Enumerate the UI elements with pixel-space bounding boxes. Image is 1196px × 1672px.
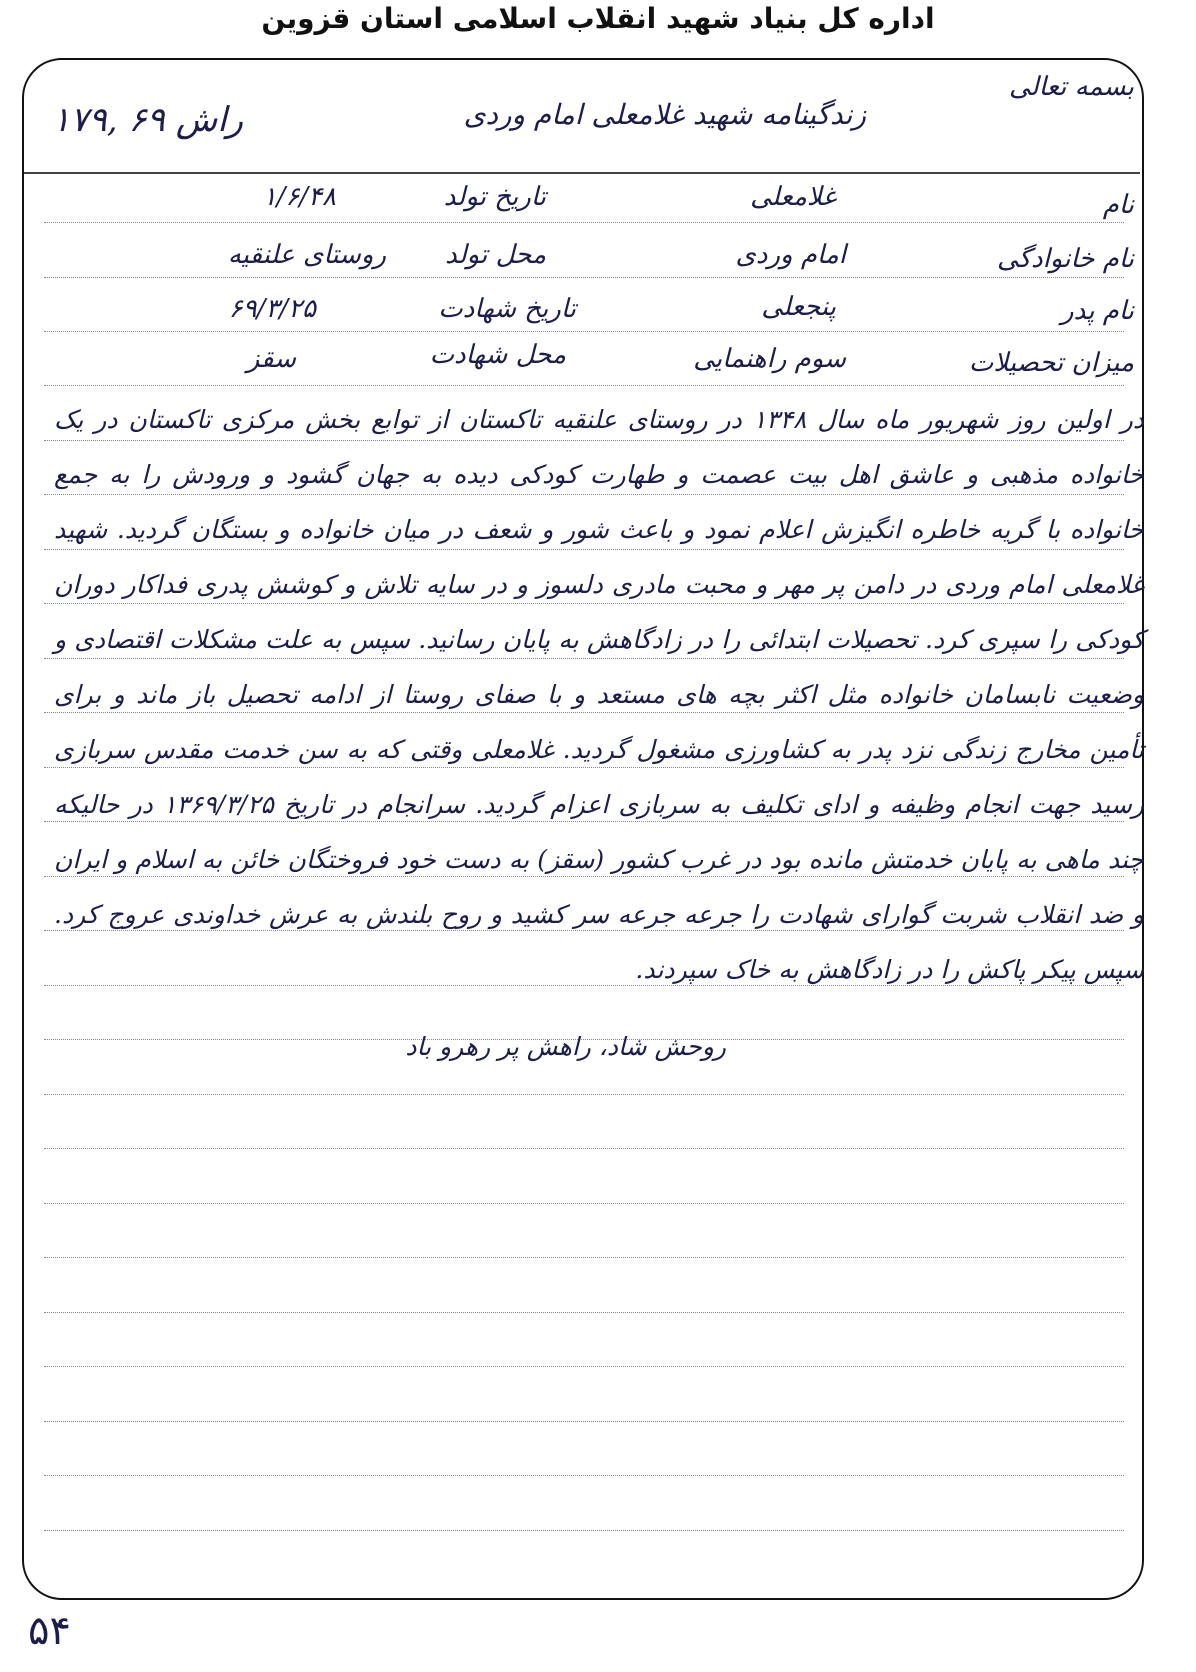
father-name-label: نام پدر (1061, 296, 1134, 326)
martyrdom-date-label: تاریخ شهادت (438, 294, 576, 324)
header-rule (24, 172, 1140, 174)
education-label: میزان تحصیلات (968, 348, 1134, 378)
martyrdom-place-label: محل شهادت (429, 340, 566, 370)
ruled-line (44, 222, 1124, 223)
ruled-line (44, 1421, 1124, 1422)
ruled-line (44, 1475, 1124, 1476)
birth-place-label: محل تولد (445, 240, 546, 270)
ruled-line (44, 1148, 1124, 1149)
family-name-label: نام خانوادگی (996, 244, 1134, 274)
ruled-line (44, 1203, 1124, 1204)
closing-line: روحش شاد، راهش پر رهرو باد (405, 1032, 726, 1061)
ruled-line (44, 1094, 1124, 1095)
birth-date-label: تاریخ تولد (443, 182, 546, 212)
father-name-value: پنجعلی (761, 292, 836, 322)
bismillah: بسمه تعالی (1009, 72, 1134, 102)
page-header: اداره کل بنیاد شهید انقلاب اسلامی استان قزوین (261, 2, 935, 35)
ruled-line (44, 1530, 1124, 1531)
page-number: ۵۴ (28, 1608, 71, 1654)
ruled-line (44, 1257, 1124, 1258)
document-title: زندگینامه شهید غلامعلی امام وردی (463, 98, 866, 131)
birth-place-value: روستای علنقیه (227, 240, 386, 270)
ruled-line (44, 1312, 1124, 1313)
family-name-value: امام وردی (735, 240, 846, 270)
ruled-line (44, 1366, 1124, 1367)
first-name-value: غلامعلی (750, 182, 836, 212)
ruled-line (44, 331, 1124, 332)
martyrdom-place-value: سقز (246, 344, 296, 374)
education-value: سوم راهنمایی (693, 344, 846, 374)
first-name-label: نام (1102, 190, 1134, 220)
ruled-line (44, 277, 1124, 278)
ruled-line (44, 385, 1124, 386)
file-code: ۱۷۹, ۶۹ راش (52, 100, 244, 140)
birth-date-value: ۱/۶/۴۸ (262, 182, 336, 212)
martyrdom-date-value: ۶۹/۳/۲۵ (228, 294, 316, 324)
biography-text: در اولین روز شهریور ماه سال ۱۳۴۸ در روستای علنقیه تاکستان از توابع بخش مرکزی تاکستان در یک خانواده مذهبی و عاشق اهل بیت عصمت و طهارت کودکی دیده به جهان گشود و ورودش را به جمع خانواده با گریه خاطره انگیزش اعلام نمود و باعث شور و شعف در میان خانواده و بستگان گردید. شهید غلامعلی امام وردی در دامن پر مهر و محبت مادری دلسوز و در سایه تلاش و کوشش پدری فداکار دوران کودکی را سپری کرد. تحصیلات ابتدائی را در زادگاهش به پایان رسانید. سپس به علت مشکلات اقتصادی و وضعیت نابسامان خانواده مثل اکثر بچه های مستعد و با صفای روستا از ادامه تحصیل باز ماند و برای تأمین مخارج زندگی نزد پدر به کشاورزی مشغول گردید. غلامعلی وقتی که به سن خدمت مقدس سربازی رسید جهت انجام وظیفه و ادای تکلیف به سربازی اعزام گردید. سرانجام در تاریخ ۱۳۶۹/۳/۲۵ در حالیکه چند ماهی به پایان خدمتش مانده بود در غرب کشور (سقز) به دست خود فروختگان خائن به اسلام و ایران و ضد انقلاب شربت گوارای شهادت را جرعه جرعه سر کشید و روح بلندش به عرش خداوندی عروج کرد. سپس پیکر پاکش را در زادگاهش به خاک سپردند. (54, 405, 1144, 984)
